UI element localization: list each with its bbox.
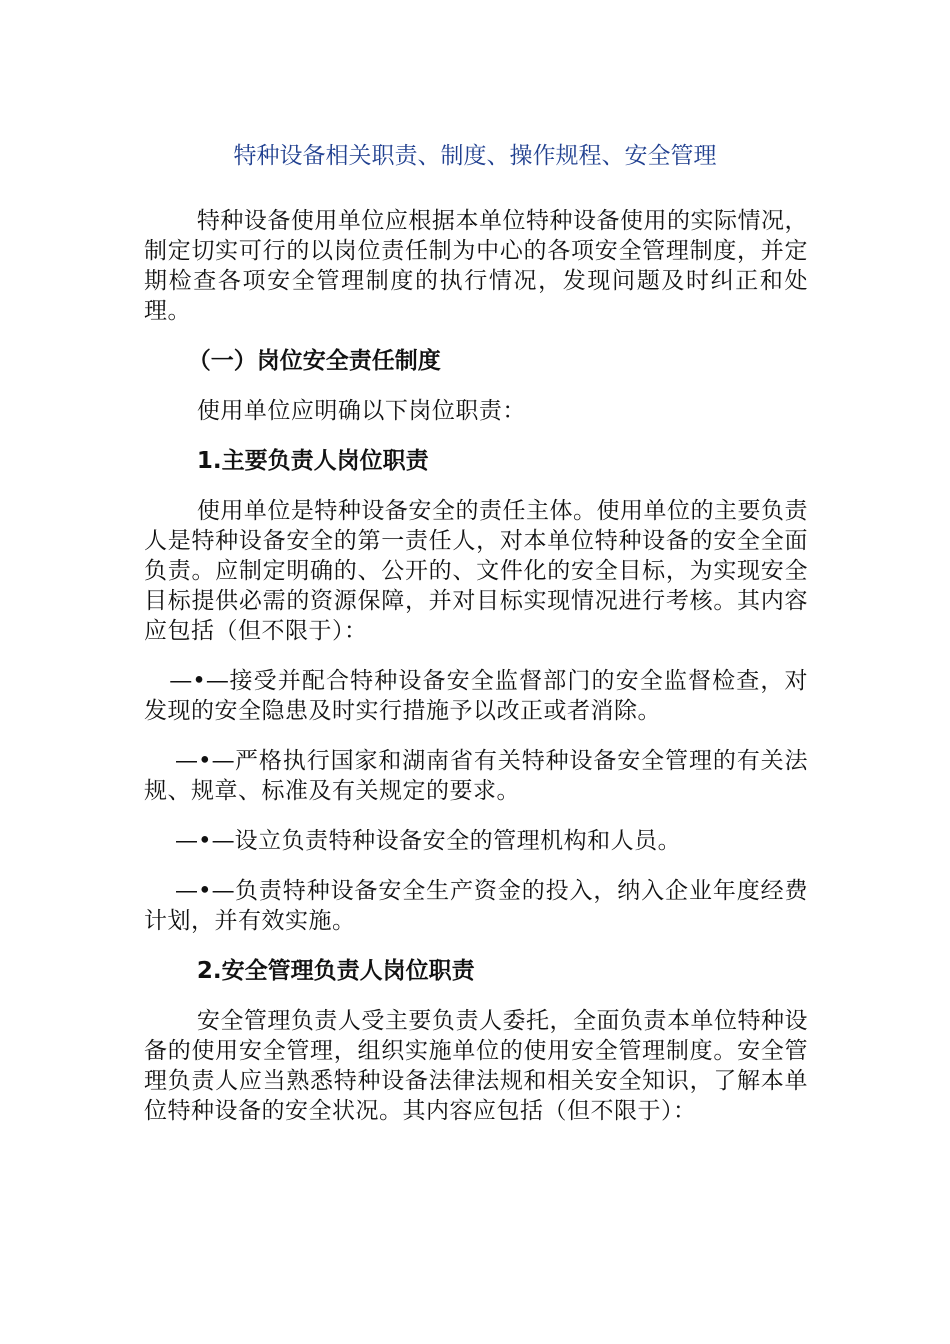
bullet-marker: —•—: [169, 668, 229, 694]
bullet-item: [144, 666, 808, 726]
subsection-heading-2: 2.安全管理负责人岗位职责: [196, 958, 475, 984]
bullet-item: [144, 746, 808, 806]
bullet-item: [144, 826, 808, 856]
subsection-body-1: 使用单位是特种设备安全的责任主体。使用单位的主要负责人是特种设备安全的第一责任人，对本单位特种设备的安全全面负责。应制定明确的、公开的、文件化的安全目标，为实现安全目标提供必需的资源保障，并对目标实现情况进行考核。其内容应包括（但不限于）：: [144, 498, 808, 644]
bullet-text: 设立负责特种设备安全的管理机构和人员。: [234, 828, 682, 854]
subsection-body-2: 安全管理负责人受主要负责人委托，全面负责本单位特种设备的使用安全管理，组织实施单位的使用安全管理制度。安全管理负责人应当熟悉特种设备法律法规和相关安全知识，了解本单位特种设备的安全状况。其内容应包括（但不限于）：: [144, 1008, 808, 1124]
bullet-marker: —•—: [175, 828, 235, 854]
intro-paragraph: 特种设备使用单位应根据本单位特种设备使用的实际情况，制定切实可行的以岗位责任制为中心的各项安全管理制度，并定期检查各项安全管理制度的执行情况，发现问题及时纠正和处理。: [144, 208, 808, 324]
bullet-marker: —•—: [175, 748, 235, 774]
subsection-heading-1: 1.主要负责人岗位职责: [196, 448, 429, 474]
bullet-text: 负责特种设备安全生产资金的投入，纳入企业年度经费计划，并有效实施。: [144, 878, 808, 934]
bullet-marker: —•—: [175, 878, 235, 904]
section-lead-paragraph: 使用单位应明确以下岗位职责：: [196, 398, 526, 424]
bullet-text: 接受并配合特种设备安全监督部门的安全监督检查，对发现的安全隐患及时实行措施予以改正或者消除。: [144, 668, 808, 724]
document-title: 特种设备相关职责、制度、操作规程、安全管理: [233, 143, 717, 169]
document-body: [144, 206, 808, 1126]
section-heading-1: （一）岗位安全责任制度: [187, 348, 441, 374]
bullet-item: [144, 876, 808, 936]
bullet-text: 严格执行国家和湖南省有关特种设备安全管理的有关法规、规章、标准及有关规定的要求。: [144, 748, 808, 804]
